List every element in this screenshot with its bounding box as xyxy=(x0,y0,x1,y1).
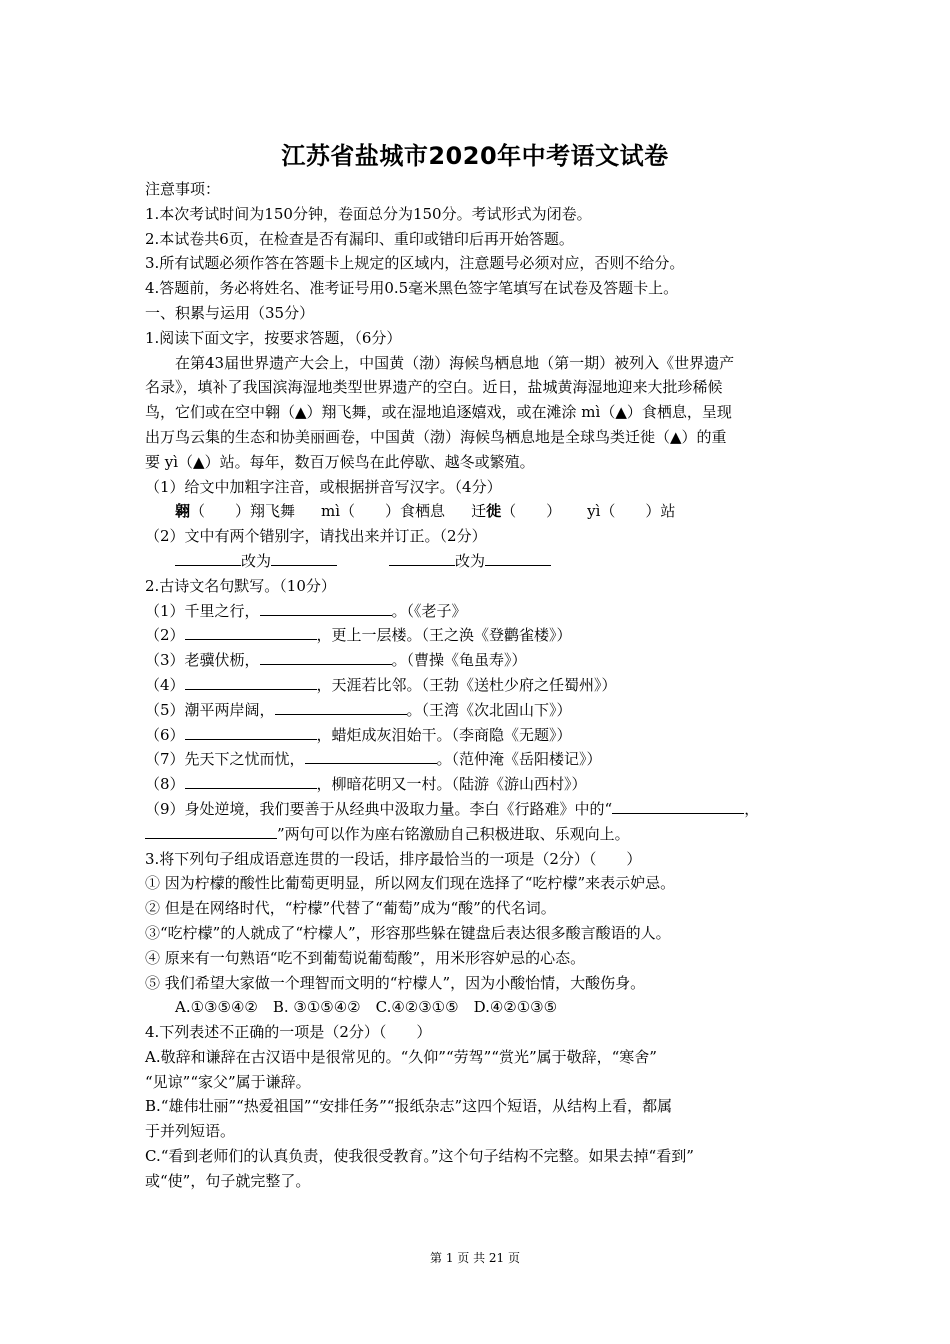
notice-item: 2.本试卷共6页，在检查是否有漏印、重印或错印后再开始答题。 xyxy=(145,229,574,248)
option-a-cont: “见谅”“家父”属于谦辞。 xyxy=(145,1072,311,1091)
question-3-stem: 3.将下列句子组成语意连贯的一段话，排序最恰当的一项是（2分）（ ） xyxy=(145,849,642,868)
recite-post: 。（范仲淹《岳阳楼记》） xyxy=(436,750,602,769)
recite-post: 。（《老子》 xyxy=(391,601,467,620)
recite-item xyxy=(145,648,810,673)
answer-blank[interactable] xyxy=(260,649,392,665)
recite-item-9-cont xyxy=(145,822,810,847)
answer-blank[interactable] xyxy=(485,550,551,566)
passage-line: 鸟，它们或在空中翱（▲）翔飞舞，或在湿地追逐嬉戏，或在滩涂 mì（▲）食栖息，呈现 xyxy=(145,403,732,422)
recite-post: ，天涯若比邻。（王勃《送杜少府之任蜀州》） xyxy=(316,675,617,694)
question-1-sub-1: （1）给文中加粗字注音，或根据拼音写汉字。（4分） xyxy=(145,477,502,496)
recite-item xyxy=(145,772,810,797)
recite-item xyxy=(145,698,810,723)
recite-post: 。（曹操《龟虽寿》） xyxy=(391,651,527,670)
recite-item xyxy=(145,747,810,772)
answer-blank[interactable] xyxy=(185,624,317,640)
correction-row xyxy=(145,549,810,574)
answer-blank[interactable] xyxy=(275,699,407,715)
section-heading: 一、积累与运用（35分） xyxy=(145,303,315,322)
recite-item xyxy=(145,599,810,624)
page-title: 江苏省盐城市2020年中考语文试卷 xyxy=(281,142,669,170)
recite-post: 。（王湾《次北固山下》） xyxy=(406,700,572,719)
passage-line: 要 yì（▲）站。每年，数百万候鸟在此停歇、越冬或繁殖。 xyxy=(145,452,535,471)
answer-blank[interactable] xyxy=(175,550,241,566)
recite-pre: （6） xyxy=(145,725,185,744)
fill-text: （ ） xyxy=(501,502,562,521)
notice-item: 4.答题前，务必将姓名、准考证号用0.5毫米黑色签字笔填写在试卷及答题卡上。 xyxy=(145,279,679,298)
answer-blank[interactable] xyxy=(389,550,455,566)
question-1-sub-2: （2）文中有两个错别字，请找出来并订正。（2分） xyxy=(145,527,487,546)
recite-item xyxy=(145,623,810,648)
option-c-cont: 或“使”，句子就完整了。 xyxy=(145,1171,311,1190)
option-a: A.敬辞和谦辞在古汉语中是很常见的。“久仰”“劳驾”“赏光”属于敬辞，“寒舍” xyxy=(145,1047,657,1066)
recite-pre: （2） xyxy=(145,626,185,645)
recite-item xyxy=(145,723,810,748)
passage-line: 出万鸟云集的生态和协美丽画卷，中国黄（渤）海候鸟栖息地是全球鸟类迁徙（▲）的重 xyxy=(145,427,727,446)
passage-line: 在第43届世界遗产大会上，中国黄（渤）海候鸟栖息地（第一期）被列入《世界遗产 xyxy=(175,353,735,372)
bold-char: 徙 xyxy=(486,502,502,521)
correct-word: 改为 xyxy=(241,551,272,570)
pinyin-fill-row xyxy=(145,499,810,524)
fill-text: （ ）翔飞舞 xyxy=(190,502,296,521)
notice-item: 1.本次考试时间为150分钟，卷面总分为150分。考试形式为闭卷。 xyxy=(145,204,592,223)
question-2-stem: 2.古诗文名句默写。（10分） xyxy=(145,576,336,595)
recite-post: ，柳暗花明又一村。（陆游《游山西村》） xyxy=(316,775,587,794)
page-footer: 第 1 页 共 21 页 xyxy=(430,1251,520,1265)
answer-blank[interactable] xyxy=(145,823,277,839)
fill-text: 迁 xyxy=(471,502,487,521)
sentence-item: ④ 原来有一句熟语“吃不到葡萄说葡萄酸”，用米形容妒忌的心态。 xyxy=(145,948,586,967)
recite-post: ，更上一层楼。（王之涣《登鹳雀楼》） xyxy=(316,626,572,645)
recite-pre: （4） xyxy=(145,675,185,694)
answer-blank[interactable] xyxy=(271,550,337,566)
sentence-item: ⑤ 我们希望大家做一个理智而文明的“柠檬人”，因为小酸怡情，大酸伤身。 xyxy=(145,973,646,992)
recite-item-9 xyxy=(145,797,810,822)
recite-pre: （7）先天下之忧而忧， xyxy=(145,750,305,769)
question-3-options: A.①③⑤④② B. ③①⑤④② C.④②③①⑤ D.④②①③⑤ xyxy=(175,998,558,1017)
recite-post: ，蜡炬成灰泪始干。（李商隐《无题》） xyxy=(316,725,572,744)
recite-pre: （9）身处逆境，我们要善于从经典中汲取力量。李白《行路难》中的“ xyxy=(145,799,613,818)
recite-post: ”两句可以作为座右铭激励自己积极进取、乐观向上。 xyxy=(277,824,630,843)
question-1-stem: 1.阅读下面文字，按要求答题，（6分） xyxy=(145,328,402,347)
answer-blank[interactable] xyxy=(185,773,317,789)
question-4-stem: 4.下列表述不正确的一项是（2分）（ ） xyxy=(145,1023,432,1042)
recite-pre: （3）老骥伏枥， xyxy=(145,651,260,670)
recite-post: ， xyxy=(744,799,760,818)
sentence-item: ② 但是在网络时代，“柠檬”代替了“葡萄”成为“酸”的代名词。 xyxy=(145,899,556,918)
recite-pre: （1）千里之行， xyxy=(145,601,260,620)
answer-blank[interactable] xyxy=(305,748,437,764)
sentence-item: ③“吃柠檬”的人就成了“柠檬人”，形容那些躲在键盘后表达很多酸言酸语的人。 xyxy=(145,923,671,942)
correct-word: 改为 xyxy=(455,551,486,570)
option-c: C.“看到老师们的认真负责，使我很受教育。”这个句子结构不完整。如果去掉“看到” xyxy=(145,1147,694,1166)
answer-blank[interactable] xyxy=(185,674,317,690)
fill-text: mì（ ）食栖息 xyxy=(321,502,446,521)
notice-heading: 注意事项： xyxy=(145,180,221,198)
fill-text: yì（ ）站 xyxy=(587,502,676,521)
sentence-item: ① 因为柠檬的酸性比葡萄更明显，所以网友们现在选择了“吃柠檬”来表示妒忌。 xyxy=(145,874,676,893)
recite-pre: （8） xyxy=(145,775,185,794)
bold-char: 翱 xyxy=(175,502,191,521)
option-b: B.“雄伟壮丽”“热爱祖国”“安排任务”“报纸杂志”这四个短语，从结构上看，都属 xyxy=(145,1097,673,1116)
exam-body xyxy=(145,177,810,1194)
answer-blank[interactable] xyxy=(612,798,744,814)
recite-pre: （5）潮平两岸阔， xyxy=(145,700,275,719)
answer-blank[interactable] xyxy=(260,600,392,616)
answer-blank[interactable] xyxy=(185,724,317,740)
option-b-cont: 于并列短语。 xyxy=(145,1122,236,1141)
recite-item xyxy=(145,673,810,698)
notice-item: 3.所有试题必须作答在答题卡上规定的区域内，注意题号必须对应，否则不给分。 xyxy=(145,254,685,273)
passage-line: 名录》，填补了我国滨海湿地类型世界遗产的空白。近日，盐城黄海湿地迎来大批珍稀候 xyxy=(145,378,723,397)
